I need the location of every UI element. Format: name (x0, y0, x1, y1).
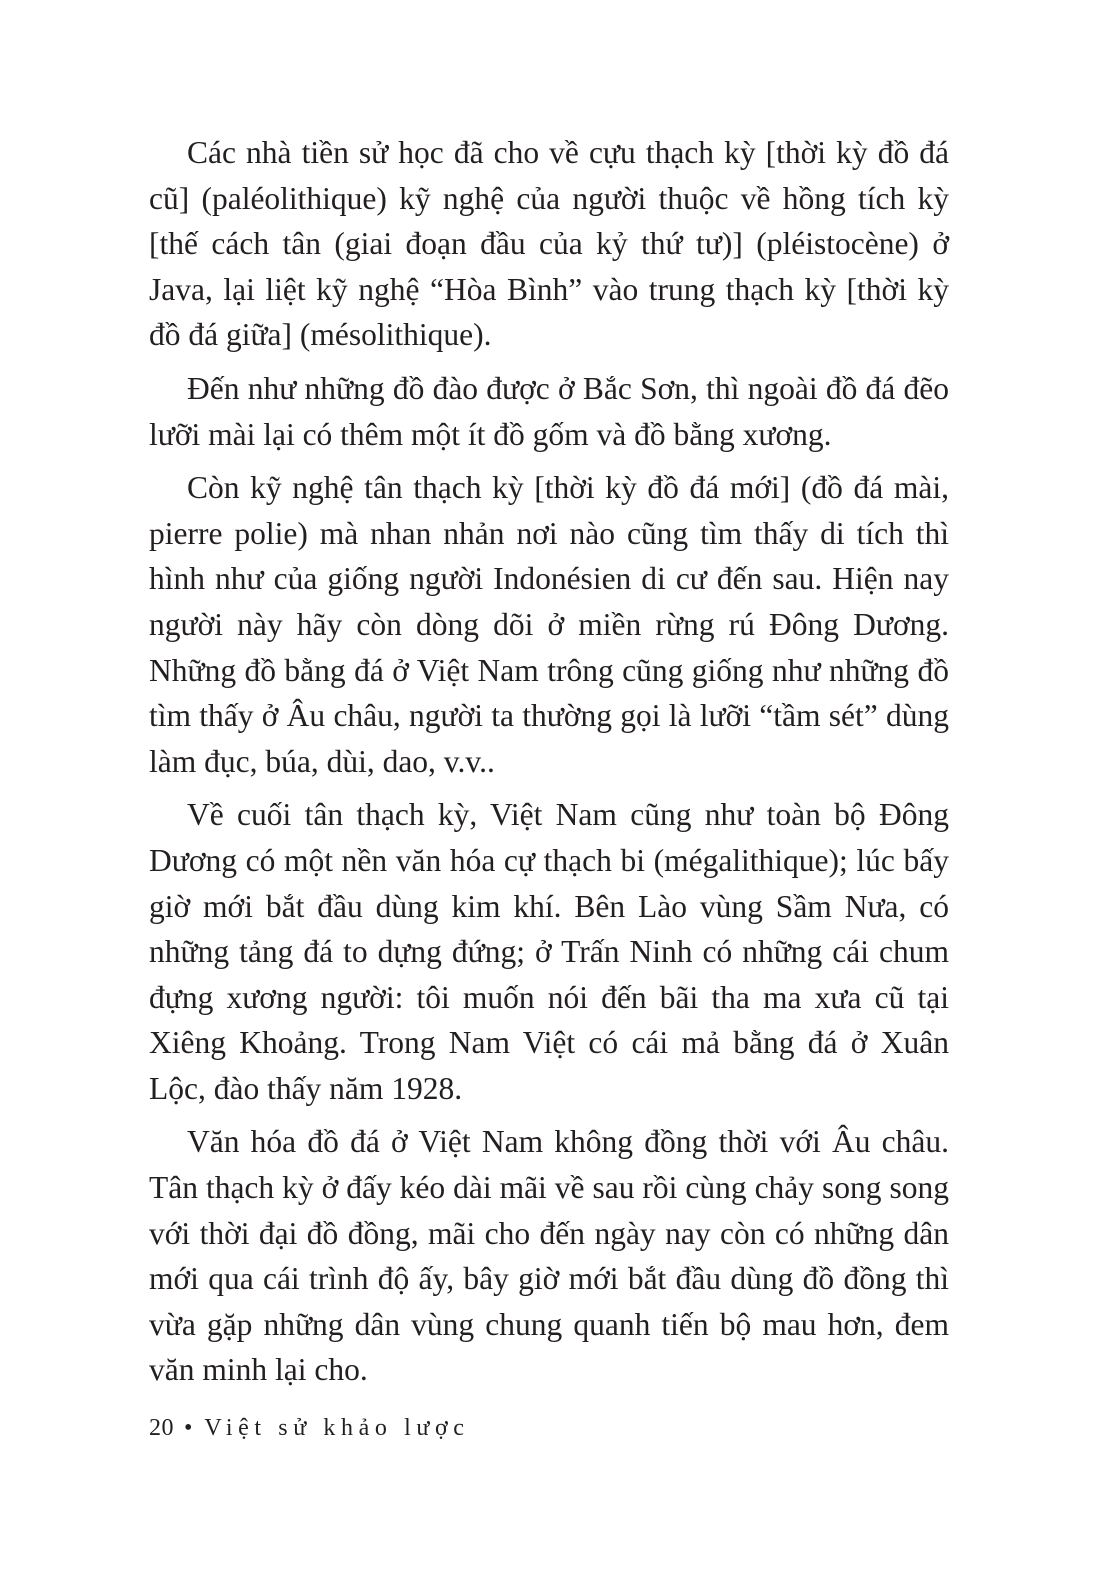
running-title: Việt sử khảo lược (204, 1415, 470, 1441)
paragraph: Còn kỹ nghệ tân thạch kỳ [thời kỳ đồ đá mới] (đồ đá mài, pierre polie) mà nhan nhản nơi nào cũng tìm thấy di tích thì hình như của giống người Indonésien di cư đến sau. Hiện nay người này hãy còn dòng dõi ở miền rừng rú Đông Dương. Những đồ bằng đá ở Việt Nam trông cũng giống như những đồ tìm thấy ở Âu châu, người ta thường gọi là lưỡi “tầm sét” dùng làm đục, búa, dùi, dao, v.v.. (149, 470, 949, 779)
page-footer (149, 1410, 470, 1446)
paragraph: Văn hóa đồ đá ở Việt Nam không đồng thời với Âu châu. Tân thạch kỳ ở đấy kéo dài mãi về sau rồi cùng chảy song song với thời đại đồ đồng, mãi cho đến ngày nay còn có những dân mới qua cái trình độ ấy, bây giờ mới bắt đầu dùng đồ đồng thì vừa gặp những dân vùng chung quanh tiến bộ mau hơn, đem văn minh lại cho. (149, 1124, 949, 1388)
paragraph: Các nhà tiền sử học đã cho về cựu thạch kỳ [thời kỳ đồ đá cũ] (paléolithique) kỹ nghệ của người thuộc về hồng tích kỳ [thế cách tân (giai đoạn đầu của kỷ thứ tư)] (pléistocène) ở Java, lại liệt kỹ nghệ “Hòa Bình” vào trung thạch kỳ [thời kỳ đồ đá giữa] (mésolithique). (149, 135, 949, 353)
body-text (149, 130, 949, 1401)
footer-separator: • (184, 1415, 193, 1441)
paragraph: Về cuối tân thạch kỳ, Việt Nam cũng như toàn bộ Đông Dương có một nền văn hóa cự thạch bi (mégalithique); lúc bấy giờ mới bắt đầu dùng kim khí. Bên Lào vùng Sầm Nưa, có những tảng đá to dựng đứng; ở Trấn Ninh có những cái chum đựng xương người: tôi muốn nói đến bãi tha ma xưa cũ tại Xiêng Khoảng. Trong Nam Việt có cái mả bằng đá ở Xuân Lộc, đào thấy năm 1928. (149, 797, 949, 1106)
page-number: 20 (149, 1415, 174, 1441)
paragraph: Đến như những đồ đào được ở Bắc Sơn, thì ngoài đồ đá đẽo lưỡi mài lại có thêm một ít đồ gốm và đồ bằng xương. (149, 370, 949, 452)
